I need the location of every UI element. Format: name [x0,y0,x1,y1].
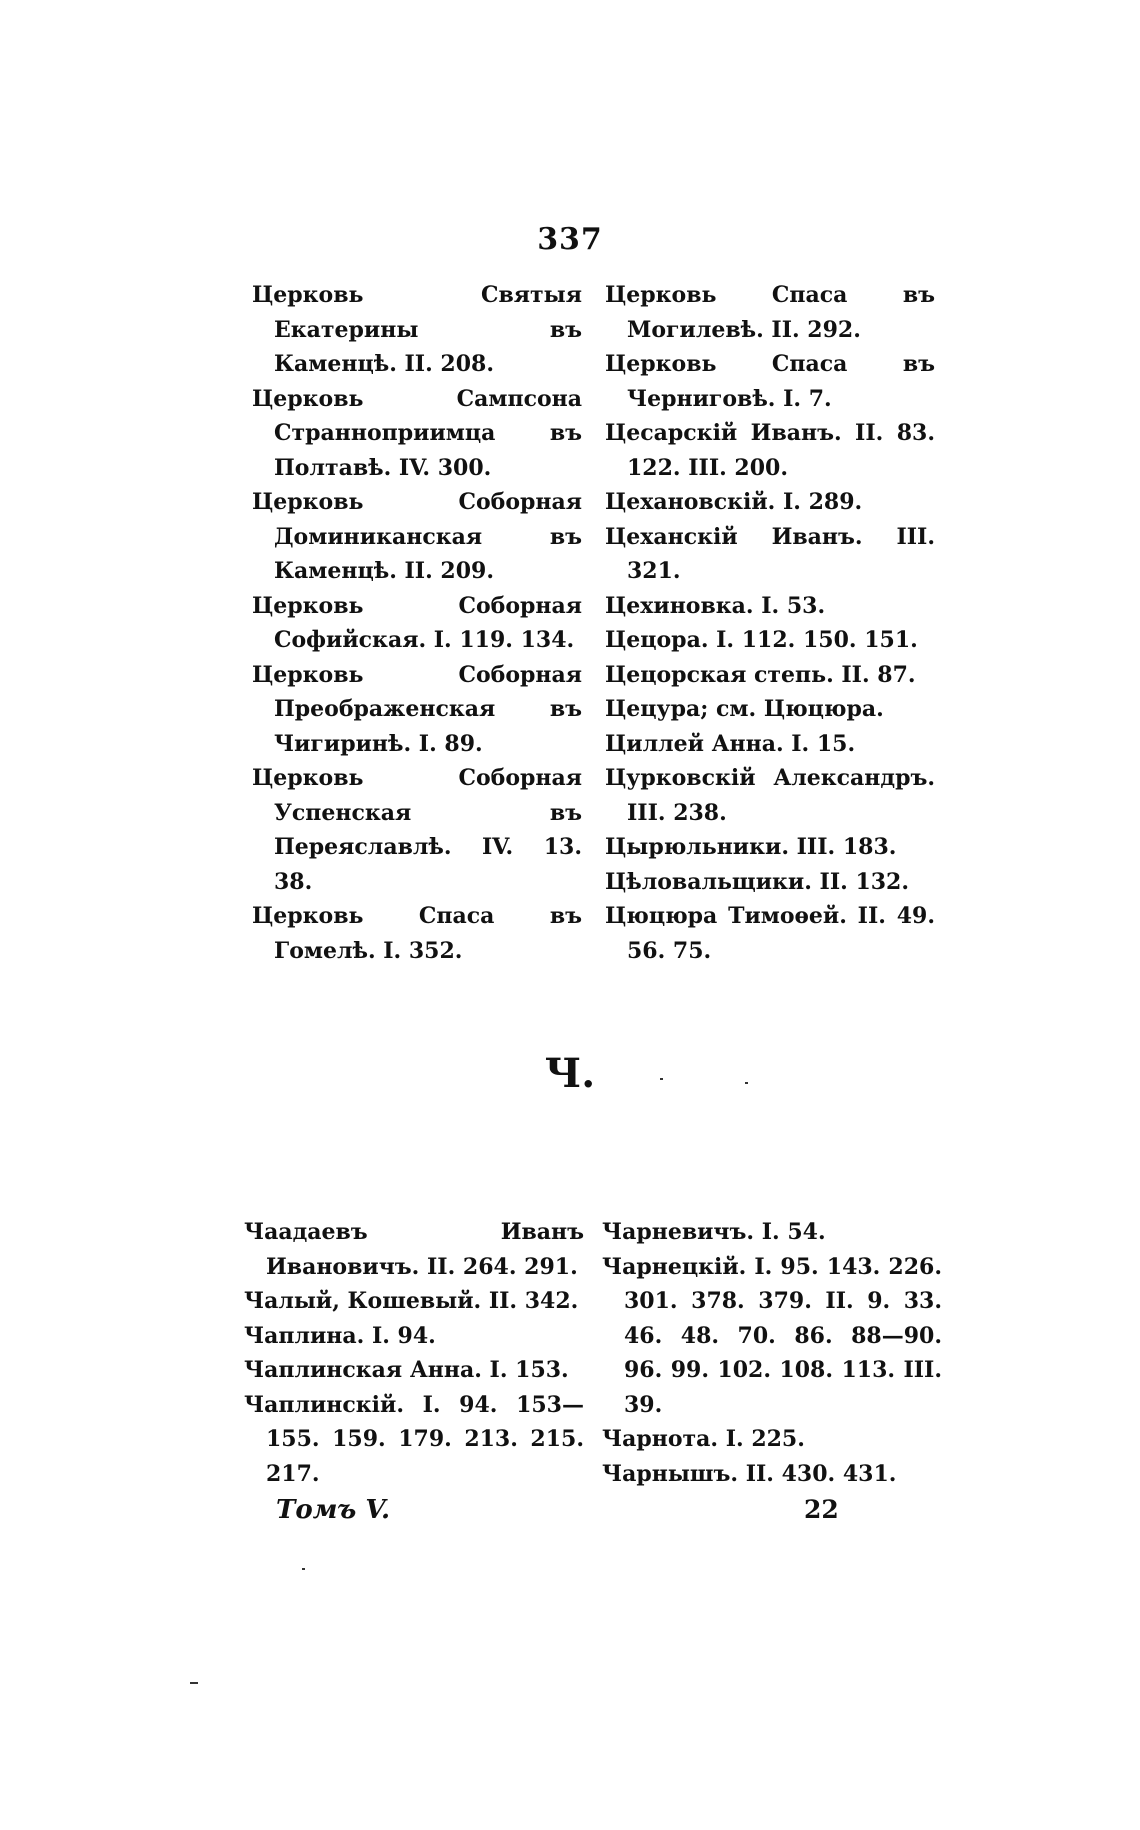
footer-signature-mark: 22 [804,1495,839,1524]
index-entry: Цурковскій Александръ. III. 238. [605,765,935,826]
page-number: 337 [537,222,603,257]
index-entry: Цеханскій Иванъ. III. 321. [605,523,935,584]
index-entry: Церковь Святыя Екатерины въ Каменцѣ. II. 208. [252,282,582,377]
index-entry: Цехановскій. I. 289. [605,489,863,515]
index-entry: Цесарскій Иванъ. II. 83. 122. III. 200. [605,420,935,481]
index-entry: Цырюльники. III. 183. [605,834,897,860]
index-entry: Чаплина. I. 94. [244,1322,436,1349]
index-entry: Чарнышъ. II. 430. 431. [602,1460,897,1487]
index-entry: Чаадаевъ Иванъ Ивановичъ. II. 264. 291. [244,1219,584,1280]
index-column-bottom-left [244,1215,584,1491]
footer-volume-label: Томъ V. [276,1495,391,1525]
index-entry: Чарнецкій. I. 95. 143. 226. 301. 378. 379. II. 9. 33. 46. 48. 70. 86. 88—90. 96. 99. 102. 108. 113. III. 39. [602,1253,942,1418]
index-entry: Циллей Анна. I. 15. [605,730,856,757]
index-entry: Цехиновка. I. 53. [605,592,826,619]
index-entry: Церковь Соборная Преображенская въ Чигиринѣ. I. 89. [252,661,582,757]
print-speck [660,1078,663,1080]
index-entry: Церковь Соборная Доминиканская въ Каменцѣ. II. 209. [252,489,582,584]
section-letter-heading: Ч. [544,1050,596,1097]
index-entry: Церковь Спаса въ Гомелѣ. I. 352. [252,903,582,964]
index-column-top-left [252,278,582,968]
index-entry: Чаплинскій. I. 94. 153—155. 159. 179. 213. 215. 217. [244,1391,584,1487]
index-entry: Церковь Соборная Софийская. I. 119. 134. [252,592,582,653]
index-entry: Чарневичъ. I. 54. [602,1219,826,1245]
index-entry: Цецура; см. Цюцюра. [605,696,884,722]
index-entry: Чарнота. I. 225. [602,1426,805,1452]
index-entry: Церковь Соборная Успенская въ Переяславлѣ. IV. 13. 38. [252,765,582,895]
index-entry: Чаплинская Анна. I. 153. [244,1357,569,1383]
index-entry: Церковь Спаса въ Могилевѣ. II. 292. [605,282,935,343]
index-entry: Цюцюра Тимоѳей. II. 49. 56. 75. [605,903,935,964]
index-entry: Церковь Спаса въ Черниговѣ. I. 7. [605,351,935,412]
print-speck [745,1082,748,1084]
index-column-top-right [605,278,935,968]
index-entry: Цѣловальщики. II. 132. [605,868,910,895]
index-entry: Церковь Сампсона Странноприимца въ Полтавѣ. IV. 300. [252,385,582,481]
index-entry: Цецора. I. 112. 150. 151. [605,627,918,653]
index-entry: Цецорская степь. II. 87. [605,661,916,688]
index-entry: Чалый, Кошевый. II. 342. [244,1288,579,1314]
print-speck [302,1568,305,1570]
print-speck [190,1682,198,1684]
index-column-bottom-right [602,1215,942,1491]
